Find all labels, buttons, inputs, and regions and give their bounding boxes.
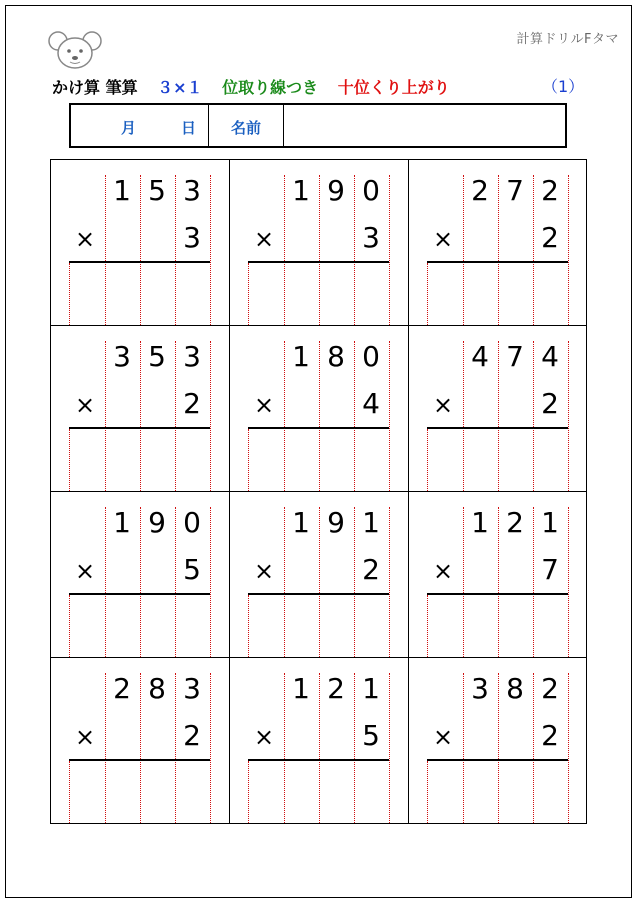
times-sign: × <box>433 225 454 253</box>
problem-cell[interactable] <box>409 160 586 326</box>
problem-cell[interactable] <box>51 492 230 658</box>
problem-cell[interactable] <box>409 326 586 492</box>
answer-line <box>248 593 389 595</box>
multiplicand-digit: 3 <box>183 340 201 373</box>
multiplicand-digit: 5 <box>148 174 166 207</box>
times-sign: × <box>254 391 275 419</box>
times-sign: × <box>75 557 96 585</box>
multiplicand-digit: 3 <box>183 672 201 705</box>
answer-line <box>248 261 389 263</box>
answer-line <box>427 759 568 761</box>
answer-area[interactable] <box>69 762 210 820</box>
divider <box>283 105 284 146</box>
times-sign: × <box>75 391 96 419</box>
multiplier-digit: 5 <box>183 553 201 586</box>
multiplicand-digit: 2 <box>113 672 131 705</box>
month-label: 月 <box>121 119 137 137</box>
worksheet-title <box>52 75 464 98</box>
multiplicand-digit: 9 <box>148 506 166 539</box>
multiplicand-digit: 1 <box>292 672 310 705</box>
times-sign: × <box>433 557 454 585</box>
title-part: 十位くり上がり <box>337 78 450 97</box>
problem-cell[interactable] <box>51 658 230 824</box>
multiplier-digit: 7 <box>541 553 559 586</box>
multiplicand-digit: 1 <box>471 506 489 539</box>
answer-area[interactable] <box>248 430 389 488</box>
answer-area[interactable] <box>69 430 210 488</box>
multiplier-digit: 4 <box>362 387 380 420</box>
problem-cell[interactable] <box>230 658 409 824</box>
times-sign: × <box>254 557 275 585</box>
problem-cell[interactable] <box>230 160 409 326</box>
answer-area[interactable] <box>427 430 568 488</box>
multiplier-digit: 2 <box>541 719 559 752</box>
multiplicand-digit: 8 <box>327 340 345 373</box>
multiplicand-digit: 4 <box>541 340 559 373</box>
multiplicand-digit: 3 <box>471 672 489 705</box>
page-number: （1） <box>542 77 585 96</box>
answer-line <box>248 759 389 761</box>
place-value-guide-line <box>210 341 211 491</box>
multiplicand-digit: 0 <box>362 340 380 373</box>
problem-cell[interactable] <box>230 492 409 658</box>
multiplier-digit: 5 <box>362 719 380 752</box>
answer-area[interactable] <box>69 264 210 322</box>
times-sign: × <box>433 723 454 751</box>
multiplicand-digit: 2 <box>541 672 559 705</box>
problem-cell[interactable] <box>409 492 586 658</box>
answer-area[interactable] <box>427 762 568 820</box>
multiplicand-digit: 1 <box>292 506 310 539</box>
problem-cell[interactable] <box>51 326 230 492</box>
name-label: 名前 <box>231 119 262 137</box>
multiplier-digit: 2 <box>183 387 201 420</box>
multiplicand-digit: 9 <box>327 506 345 539</box>
answer-area[interactable] <box>248 264 389 322</box>
multiplier-digit: 2 <box>541 387 559 420</box>
problem-grid <box>50 159 587 824</box>
multiplicand-digit: 1 <box>541 506 559 539</box>
place-value-guide-line <box>568 507 569 657</box>
multiplicand-digit: 0 <box>183 506 201 539</box>
brand-label: 計算ドリルFタマ <box>516 32 619 47</box>
answer-line <box>427 427 568 429</box>
answer-line <box>69 759 210 761</box>
answer-area[interactable] <box>248 596 389 654</box>
multiplicand-digit: 1 <box>362 506 380 539</box>
place-value-guide-line <box>568 341 569 491</box>
title-part: ３×１ <box>157 78 203 97</box>
times-sign: × <box>254 723 275 751</box>
multiplicand-digit: 2 <box>327 672 345 705</box>
multiplier-digit: 2 <box>541 221 559 254</box>
answer-line <box>248 427 389 429</box>
answer-area[interactable] <box>248 762 389 820</box>
day-label: 日 <box>181 119 197 137</box>
place-value-guide-line <box>389 175 390 325</box>
multiplicand-digit: 8 <box>148 672 166 705</box>
multiplicand-digit: 1 <box>113 174 131 207</box>
multiplicand-digit: 1 <box>292 174 310 207</box>
answer-line <box>427 593 568 595</box>
answer-line <box>427 261 568 263</box>
multiplicand-digit: 7 <box>506 174 524 207</box>
times-sign: × <box>75 723 96 751</box>
multiplicand-digit: 9 <box>327 174 345 207</box>
multiplier-digit: 2 <box>362 553 380 586</box>
place-value-guide-line <box>210 507 211 657</box>
answer-area[interactable] <box>427 264 568 322</box>
times-sign: × <box>254 225 275 253</box>
multiplier-digit: 3 <box>183 221 201 254</box>
answer-line <box>69 261 210 263</box>
place-value-guide-line <box>389 673 390 823</box>
title-part: 位取り線つき <box>222 78 319 97</box>
multiplicand-digit: 0 <box>362 174 380 207</box>
problem-cell[interactable] <box>409 658 586 824</box>
place-value-guide-line <box>210 673 211 823</box>
multiplicand-digit: 7 <box>506 340 524 373</box>
answer-line <box>69 593 210 595</box>
multiplier-digit: 2 <box>183 719 201 752</box>
multiplicand-digit: 3 <box>183 174 201 207</box>
name-field[interactable] <box>285 105 565 146</box>
place-value-guide-line <box>389 341 390 491</box>
divider <box>208 105 209 146</box>
multiplicand-digit: 4 <box>471 340 489 373</box>
name-date-box <box>69 103 567 148</box>
multiplier-digit: 3 <box>362 221 380 254</box>
title-part: かけ算 筆算 <box>52 78 138 97</box>
problem-cell[interactable] <box>51 160 230 326</box>
place-value-guide-line <box>210 175 211 325</box>
times-sign: × <box>75 225 96 253</box>
place-value-guide-line <box>568 175 569 325</box>
multiplicand-digit: 5 <box>148 340 166 373</box>
multiplicand-digit: 1 <box>292 340 310 373</box>
times-sign: × <box>433 391 454 419</box>
multiplicand-digit: 8 <box>506 672 524 705</box>
problem-cell[interactable] <box>230 326 409 492</box>
multiplicand-digit: 2 <box>506 506 524 539</box>
multiplicand-digit: 2 <box>471 174 489 207</box>
answer-area[interactable] <box>427 596 568 654</box>
mouse-logo-icon <box>48 28 102 70</box>
answer-line <box>69 427 210 429</box>
multiplicand-digit: 1 <box>362 672 380 705</box>
multiplicand-digit: 3 <box>113 340 131 373</box>
answer-area[interactable] <box>69 596 210 654</box>
place-value-guide-line <box>568 673 569 823</box>
multiplicand-digit: 1 <box>113 506 131 539</box>
place-value-guide-line <box>389 507 390 657</box>
multiplicand-digit: 2 <box>541 174 559 207</box>
